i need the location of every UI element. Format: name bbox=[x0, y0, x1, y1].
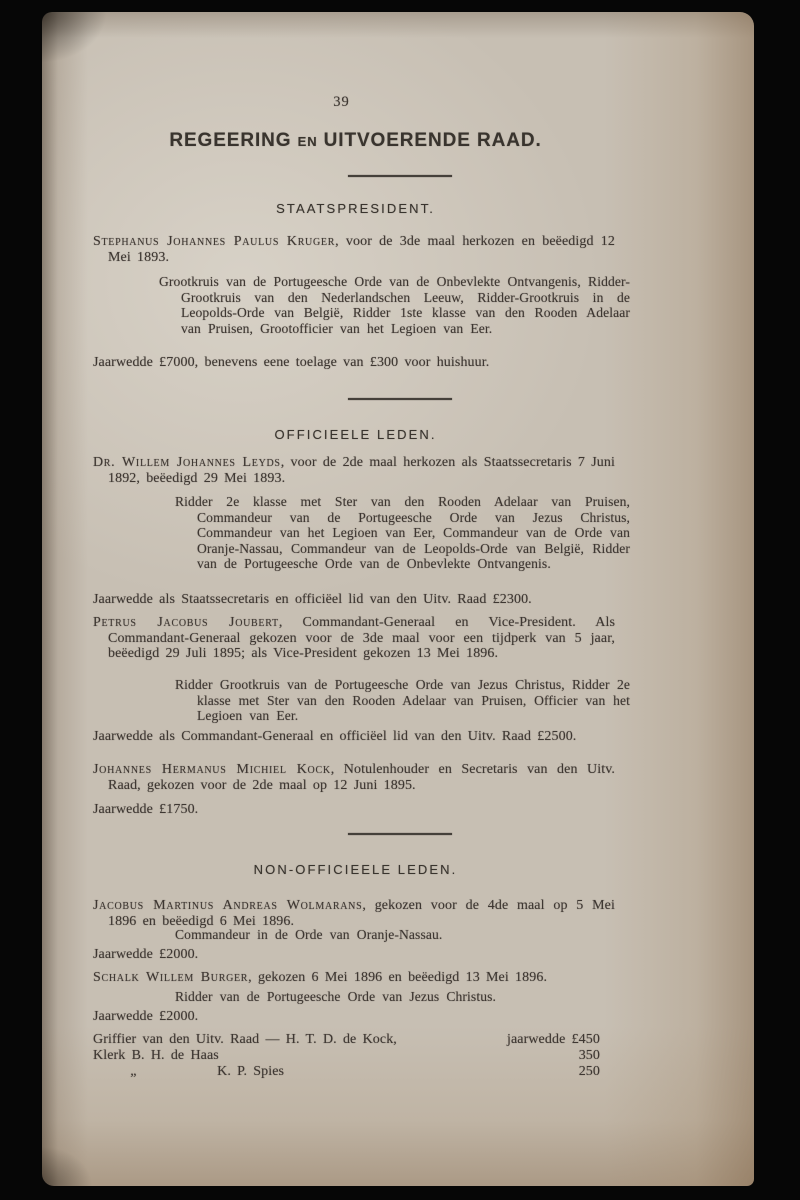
staff-salary-value: jaarwedde £450 bbox=[506, 1032, 600, 1047]
heading-officieele-leden: OFFICIEELE LEDEN. bbox=[274, 427, 437, 442]
member-text: , voor de 2de maal herkozen als Staatssecretaris 7 Juni 1892, beëedigd 29 Mei 1893. bbox=[108, 455, 615, 486]
member-name: Petrus Jacobus Joubert bbox=[93, 615, 279, 630]
honours-leyds: Ridder 2e klasse met Ster van den Rooden Adelaar van Pruisen, Commandeur van de Portugeesche Orde van Jezus Christus, Commandeur van het Legioen van Eer, Commandeur van de Orde van Oranje-Nassau, Commandeur van de Leopolds-Orde van België, Ridder van de Portugeesche Orde van de Onbevlekte Ontvangenis. bbox=[175, 494, 630, 571]
section-divider bbox=[348, 398, 452, 400]
staff-label: Klerk B. H. de Haas bbox=[93, 1047, 219, 1063]
section-divider bbox=[348, 833, 452, 835]
salary-burger: Jaarwedde £2000. bbox=[93, 1009, 199, 1024]
salary-kruger: Jaarwedde £7000, benevens eene toelage van £300 voor huishuur. bbox=[93, 355, 490, 370]
staff-salary-value: 250 bbox=[578, 1063, 600, 1079]
salary-kock: Jaarwedde £1750. bbox=[93, 802, 199, 817]
staff-row bbox=[93, 1064, 600, 1080]
member-name: Stephanus Johannes Paulus Kruger bbox=[93, 234, 336, 249]
honours-wolmarans: Commandeur in de Orde van Oranje-Nassau. bbox=[175, 927, 443, 942]
member-name: Johannes Hermanus Michiel Kock bbox=[93, 762, 331, 777]
staff-label: „ K. P. Spies bbox=[93, 1063, 285, 1079]
salary-leyds: Jaarwedde als Staatssecretaris en officiëel lid van den Uitv. Raad £2300. bbox=[93, 592, 532, 607]
member-entry-leyds bbox=[93, 455, 615, 486]
staff-row bbox=[93, 1048, 600, 1064]
member-name: Jacobus Martinus Andreas Wolmarans bbox=[93, 898, 363, 913]
member-entry-burger bbox=[93, 970, 615, 986]
page-number: 39 bbox=[333, 94, 350, 110]
member-text: , voor de 3de maal herkozen en beëedigd 12 Mei 1893. bbox=[108, 234, 615, 265]
member-entry-joubert bbox=[93, 615, 615, 662]
heading-staatspresident: STAATSPRESIDENT. bbox=[276, 201, 435, 216]
staff-row bbox=[93, 1032, 600, 1048]
honours-kruger: Grootkruis van de Portugeesche Orde van de Onbevlekte Ontvangenis, Ridder-Grootkruis van den Nederlandschen Leeuw, Ridder-Grootkruis in de Leopolds-Orde van België, Ridder 1ste klasse van den Rooden Adelaar van Pruisen, Grootofficier van het Legioen van Eer. bbox=[159, 274, 630, 336]
member-text: , Notulenhouder en Secretaris van den Uitv. Raad, gekozen voor de 2de maal op 12 Juni 1895. bbox=[108, 762, 615, 793]
member-text: , gekozen voor de 4de maal op 5 Mei 1896 en beëedigd 6 Mei 1896. bbox=[108, 898, 615, 929]
member-name: Dr. Willem Johannes Leyds bbox=[93, 455, 281, 470]
salary-joubert: Jaarwedde als Commandant-Generaal en officiëel lid van den Uitv. Raad £2500. bbox=[93, 729, 577, 744]
honours-burger: Ridder van de Portugeesche Orde van Jezus Christus. bbox=[175, 989, 496, 1004]
member-text: , Commandant-Generaal en Vice-President. Als Commandant-Generaal gekozen voor de 3de maal voor een tijdperk van 5 jaar, beëedigd 29 Juli 1895; als Vice-President gekozen 13 Mei 1896. bbox=[108, 615, 615, 661]
member-entry-kruger bbox=[93, 234, 615, 265]
salary-wolmarans: Jaarwedde £2000. bbox=[93, 947, 199, 962]
section-divider bbox=[348, 175, 452, 177]
page-title: REGEERING en UITVOERENDE RAAD. bbox=[169, 130, 542, 151]
member-name: Schalk Willem Burger bbox=[93, 970, 249, 985]
member-entry-kock bbox=[93, 762, 615, 793]
staff-list bbox=[93, 1032, 600, 1079]
member-entry-wolmarans bbox=[93, 898, 615, 929]
book-page bbox=[42, 12, 754, 1186]
staff-salary-value: 350 bbox=[578, 1047, 600, 1063]
staff-label: Griffier van den Uitv. Raad — H. T. D. de Kock, bbox=[93, 1032, 397, 1047]
honours-joubert: Ridder Grootkruis van de Portugeesche Orde van Jezus Christus, Ridder 2e klasse met Ster van den Rooden Adelaar van Pruisen, Officier van het Legioen van Eer. bbox=[175, 677, 630, 723]
heading-non-officieele-leden: NON-OFFICIEELE LEDEN. bbox=[253, 862, 458, 877]
member-text: , gekozen 6 Mei 1896 en beëedigd 13 Mei 1896. bbox=[248, 970, 548, 985]
